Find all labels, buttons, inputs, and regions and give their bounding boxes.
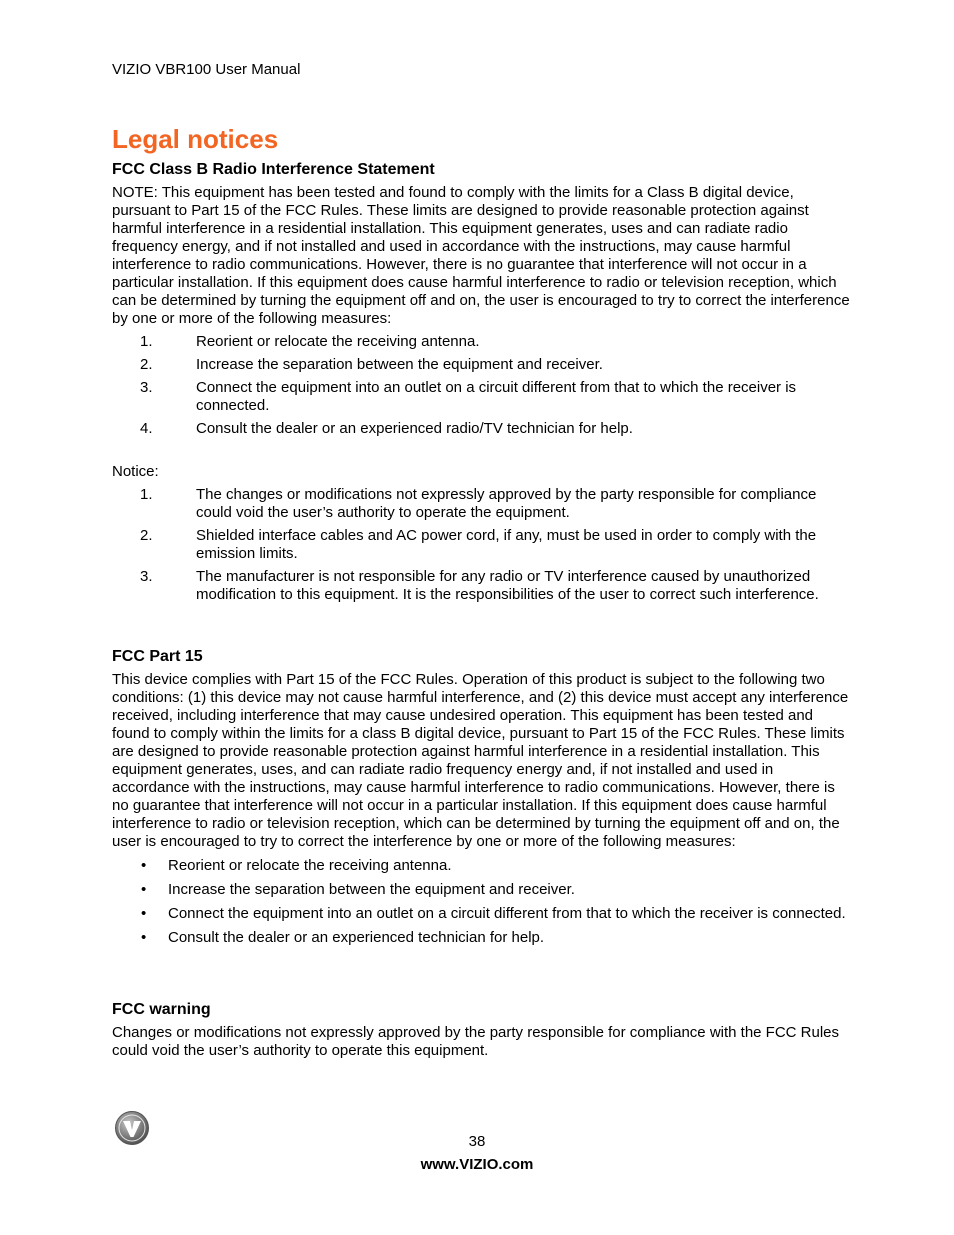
website-link[interactable]: www.VIZIO.com bbox=[420, 1156, 534, 1173]
list-item: 3. The manufacturer is not responsible for any radio or TV interference caused by unauthorized modification to this equipment. It is the responsibilities of the user to correct such interference. bbox=[140, 568, 819, 603]
list-item: 4. Consult the dealer or an experienced radio/TV technician for help. bbox=[140, 420, 633, 437]
list-item: • Reorient or relocate the receiving antenna. bbox=[141, 857, 452, 874]
fcc-warning-body: Changes or modifications not expressly approved by the party responsible for compliance with the FCC Rules could void the user’s authority to operate this equipment. bbox=[112, 1024, 840, 1059]
fcc-part15-bullets bbox=[112, 857, 852, 947]
fcc-class-b-measures bbox=[112, 333, 852, 438]
notice-section bbox=[112, 463, 852, 604]
list-item: • Connect the equipment into an outlet on a circuit different from that to which the receiver is connected. bbox=[141, 905, 846, 922]
list-item: 1. Reorient or relocate the receiving antenna. bbox=[140, 333, 480, 350]
page-title: Legal notices bbox=[112, 124, 279, 154]
notice-label: Notice: bbox=[112, 463, 159, 480]
list-item: 2. Increase the separation between the equipment and receiver. bbox=[140, 356, 603, 373]
notice-list bbox=[112, 486, 852, 604]
list-item: 2. Shielded interface cables and AC power cord, if any, must be used in order to comply with the emission limits. bbox=[140, 527, 817, 562]
page-number: 38 bbox=[468, 1133, 486, 1150]
list-item: • Consult the dealer or an experienced technician for help. bbox=[141, 929, 545, 946]
list-item: • Increase the separation between the equipment and receiver. bbox=[141, 881, 575, 898]
fcc-warning-heading: FCC warning bbox=[112, 1001, 211, 1018]
running-header: VIZIO VBR100 User Manual bbox=[112, 61, 301, 78]
list-item: 3. Connect the equipment into an outlet on a circuit different from that to which the receiver is connected. bbox=[140, 379, 797, 414]
fcc-class-b-intro: NOTE: This equipment has been tested and found to comply with the limits for a Class B digital device, pursuant to Part 15 of the FCC Rules. These limits are designed to provide reasonable protection against harmful interference in a residential installation. This equipment generates, uses and can radiate radio frequency energy, and if not installed and used in accordance with the instructions, may cause harmful interference to radio communications. However, there is no guarantee that interference will not occur in a particular installation. If this equipment does cause harmful interference to radio or television reception, which can be determined by turning the equipment off and on, the user is encouraged to try to correct the interference by one or more of the following measures: bbox=[112, 184, 850, 327]
fcc-part15-body: This device complies with Part 15 of the FCC Rules. Operation of this product is subject to the following two conditions: (1) this device may not cause harmful interference, and (2) this device must accept any interference received, including interference that may cause undesired operation. This equipment has been tested and found to comply within the limits for a class B digital device, pursuant to Part 15 of the FCC Rules. These limits are designed to provide reasonable protection against harmful interference in a residential installation. This equipment generates, uses, and can radiate radio frequency energy and, if not installed and used in accordance with the instructions, may cause harmful interference to radio communications. However, there is no guarantee that interference will not occur in a particular installation. If this equipment does cause harmful interference to radio or television reception, which can be determined by turning the equipment off and on, the user is encouraged to try to correct the interference by one or more of the following measures: bbox=[112, 671, 849, 850]
list-item: 1. The changes or modifications not expressly approved by the party responsible for compliance could void the user’s authority to operate the equipment. bbox=[140, 486, 817, 521]
fcc-class-b-heading: FCC Class B Radio Interference Statement bbox=[112, 161, 435, 178]
fcc-part15-section bbox=[112, 647, 852, 947]
fcc-warning-section bbox=[112, 1000, 852, 1060]
fcc-class-b-section bbox=[112, 160, 852, 438]
fcc-part15-heading: FCC Part 15 bbox=[112, 648, 203, 665]
